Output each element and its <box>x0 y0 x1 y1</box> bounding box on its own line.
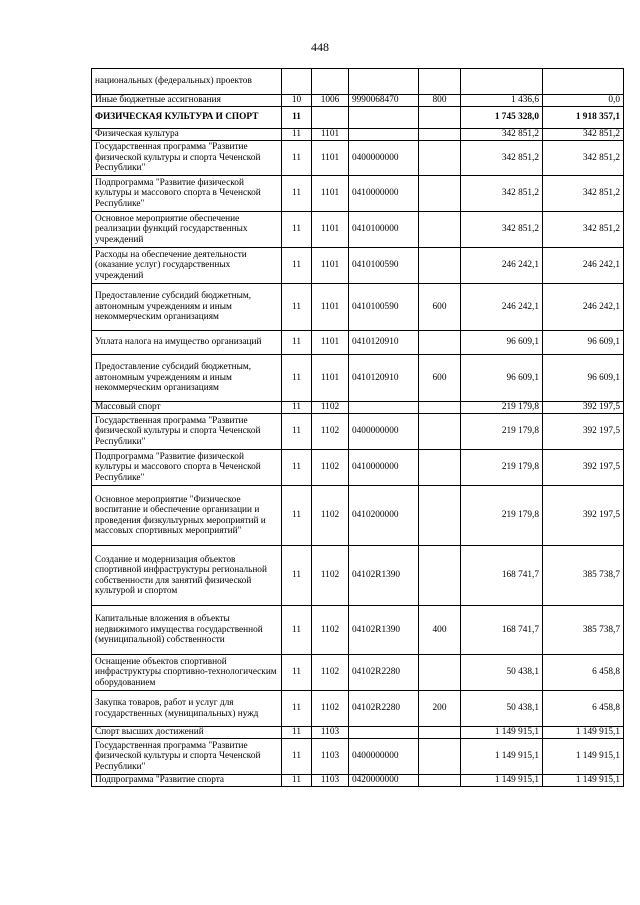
table-row <box>92 775 624 787</box>
cell-subsection: 1102 <box>312 691 349 727</box>
cell-name: Подпрограмма "Развитие физической культуры и массового спорта в Чеченской Республике" <box>92 176 282 212</box>
table-row <box>92 546 624 606</box>
cell-section: 11 <box>282 450 312 486</box>
table-row <box>92 248 624 284</box>
cell-target-item: 9990068470 <box>349 95 419 107</box>
cell-expense-type: 600 <box>419 284 461 331</box>
cell-amount-2 <box>543 69 624 95</box>
cell-target-item: 04102R2280 <box>349 655 419 691</box>
cell-amount-1: 246 242,1 <box>461 284 543 331</box>
cell-section: 11 <box>282 739 312 775</box>
cell-subsection: 1102 <box>312 414 349 450</box>
cell-expense-type: 600 <box>419 355 461 402</box>
cell-subsection: 1006 <box>312 95 349 107</box>
cell-subsection: 1101 <box>312 141 349 176</box>
cell-amount-1: 96 609,1 <box>461 331 543 355</box>
cell-target-item: 0400000000 <box>349 141 419 176</box>
table-row <box>92 414 624 450</box>
cell-name: Закупка товаров, работ и услуг для государственных (муниципальных) нужд <box>92 691 282 727</box>
cell-amount-1: 246 242,1 <box>461 248 543 284</box>
cell-subsection: 1102 <box>312 655 349 691</box>
cell-amount-1: 219 179,8 <box>461 402 543 414</box>
cell-expense-type <box>419 69 461 95</box>
cell-name: Государственная программа "Развитие физической культуры и спорта Чеченской Республики" <box>92 739 282 775</box>
cell-amount-2: 1 149 915,1 <box>543 739 624 775</box>
cell-expense-type <box>419 450 461 486</box>
table-row <box>92 355 624 402</box>
cell-subsection: 1101 <box>312 212 349 248</box>
budget-table-body <box>92 69 624 787</box>
table-row <box>92 95 624 107</box>
cell-name: Создание и модернизация объектов спортивной инфраструктуры региональной собственности для занятий физической культурой и спортом <box>92 546 282 606</box>
cell-amount-2: 392 197,5 <box>543 402 624 414</box>
cell-target-item: 0410000000 <box>349 176 419 212</box>
cell-amount-1: 342 851,2 <box>461 212 543 248</box>
cell-amount-1: 219 179,8 <box>461 486 543 546</box>
cell-subsection: 1102 <box>312 546 349 606</box>
cell-target-item: 0400000000 <box>349 739 419 775</box>
cell-amount-2: 96 609,1 <box>543 331 624 355</box>
cell-expense-type <box>419 212 461 248</box>
table-row <box>92 402 624 414</box>
cell-expense-type <box>419 775 461 787</box>
table-row <box>92 107 624 129</box>
cell-section: 11 <box>282 107 312 129</box>
cell-amount-1: 50 438,1 <box>461 691 543 727</box>
cell-name: Массовый спорт <box>92 402 282 414</box>
table-row <box>92 212 624 248</box>
cell-amount-2: 385 738,7 <box>543 606 624 655</box>
cell-name: Предоставление субсидий бюджетным, автономным учреждениям и иным некоммерческим организациям <box>92 284 282 331</box>
cell-section: 11 <box>282 775 312 787</box>
table-row <box>92 655 624 691</box>
table-row <box>92 69 624 95</box>
cell-section: 11 <box>282 546 312 606</box>
cell-subsection: 1101 <box>312 331 349 355</box>
cell-name: Иные бюджетные ассигнования <box>92 95 282 107</box>
cell-expense-type <box>419 331 461 355</box>
cell-target-item: 0400000000 <box>349 414 419 450</box>
cell-target-item: 0410000000 <box>349 450 419 486</box>
cell-expense-type <box>419 248 461 284</box>
cell-expense-type <box>419 655 461 691</box>
cell-amount-2: 6 458,8 <box>543 655 624 691</box>
cell-expense-type: 800 <box>419 95 461 107</box>
cell-amount-2: 6 458,8 <box>543 691 624 727</box>
cell-section: 11 <box>282 727 312 739</box>
cell-target-item: 0410100000 <box>349 212 419 248</box>
cell-target-item: 0410120910 <box>349 355 419 402</box>
cell-amount-1: 50 438,1 <box>461 655 543 691</box>
cell-name: Государственная программа "Развитие физической культуры и спорта Чеченской Республики" <box>92 414 282 450</box>
cell-target-item: 0410100590 <box>349 248 419 284</box>
cell-section: 11 <box>282 141 312 176</box>
cell-section: 11 <box>282 402 312 414</box>
cell-amount-2: 342 851,2 <box>543 176 624 212</box>
table-row <box>92 727 624 739</box>
cell-amount-1: 342 851,2 <box>461 176 543 212</box>
cell-subsection: 1103 <box>312 727 349 739</box>
cell-target-item: 0410100590 <box>349 284 419 331</box>
cell-section: 11 <box>282 331 312 355</box>
cell-subsection: 1102 <box>312 450 349 486</box>
budget-table <box>91 68 624 787</box>
cell-name: национальных (федеральных) проектов <box>92 69 282 95</box>
cell-section: 11 <box>282 655 312 691</box>
cell-target-item <box>349 107 419 129</box>
cell-name: Уплата налога на имущество организаций <box>92 331 282 355</box>
cell-expense-type <box>419 546 461 606</box>
cell-section: 11 <box>282 212 312 248</box>
cell-subsection <box>312 107 349 129</box>
table-row <box>92 129 624 141</box>
cell-name: Физическая культура <box>92 129 282 141</box>
table-row <box>92 331 624 355</box>
cell-name: Государственная программа "Развитие физической культуры и спорта Чеченской Республики" <box>92 141 282 176</box>
cell-subsection: 1102 <box>312 606 349 655</box>
cell-subsection: 1102 <box>312 486 349 546</box>
table-row <box>92 606 624 655</box>
cell-amount-2: 392 197,5 <box>543 450 624 486</box>
cell-target-item: 0410120910 <box>349 331 419 355</box>
cell-amount-1: 96 609,1 <box>461 355 543 402</box>
cell-expense-type <box>419 129 461 141</box>
cell-subsection <box>312 69 349 95</box>
cell-target-item: 0420000000 <box>349 775 419 787</box>
cell-amount-2: 392 197,5 <box>543 486 624 546</box>
cell-name: Капитальные вложения в объекты недвижимого имущества государственной (муниципальной) собственности <box>92 606 282 655</box>
cell-section: 11 <box>282 248 312 284</box>
cell-target-item <box>349 69 419 95</box>
cell-section: 11 <box>282 176 312 212</box>
cell-target-item <box>349 727 419 739</box>
cell-name: Спорт высших достижений <box>92 727 282 739</box>
table-row <box>92 284 624 331</box>
cell-section: 11 <box>282 486 312 546</box>
cell-name: Основное мероприятие "Физическое воспитание и обеспечение организации и проведения физкультурных мероприятий и массовых спортивных мероприятий" <box>92 486 282 546</box>
cell-amount-2: 0,0 <box>543 95 624 107</box>
cell-subsection: 1101 <box>312 176 349 212</box>
cell-expense-type <box>419 414 461 450</box>
cell-expense-type: 400 <box>419 606 461 655</box>
table-row <box>92 176 624 212</box>
cell-target-item: 04102R2280 <box>349 691 419 727</box>
cell-amount-2: 1 149 915,1 <box>543 727 624 739</box>
cell-subsection: 1101 <box>312 355 349 402</box>
cell-name: Расходы на обеспечение деятельности (оказание услуг) государственных учреждений <box>92 248 282 284</box>
cell-expense-type <box>419 727 461 739</box>
cell-name: Подпрограмма "Развитие физической культуры и массового спорта в Чеченской Республике" <box>92 450 282 486</box>
cell-subsection: 1101 <box>312 248 349 284</box>
cell-section: 11 <box>282 284 312 331</box>
cell-subsection: 1102 <box>312 402 349 414</box>
cell-subsection: 1101 <box>312 129 349 141</box>
cell-name: Основное мероприятие обеспечение реализации функций государственных учреждений <box>92 212 282 248</box>
table-row <box>92 450 624 486</box>
cell-target-item <box>349 402 419 414</box>
cell-section: 11 <box>282 691 312 727</box>
cell-name: Подпрограмма "Развитие спорта <box>92 775 282 787</box>
cell-expense-type: 200 <box>419 691 461 727</box>
cell-section: 11 <box>282 414 312 450</box>
cell-amount-2: 246 242,1 <box>543 248 624 284</box>
cell-amount-1: 219 179,8 <box>461 450 543 486</box>
cell-amount-2: 1 149 915,1 <box>543 775 624 787</box>
cell-amount-1: 168 741,7 <box>461 546 543 606</box>
cell-subsection: 1103 <box>312 739 349 775</box>
cell-subsection: 1101 <box>312 284 349 331</box>
cell-expense-type <box>419 107 461 129</box>
cell-amount-1: 1 436,6 <box>461 95 543 107</box>
cell-name: Предоставление субсидий бюджетным, автономным учреждениям и иным некоммерческим организациям <box>92 355 282 402</box>
cell-amount-1 <box>461 69 543 95</box>
cell-name: Оснащение объектов спортивной инфраструктуры спортивно-технологическим оборудованием <box>92 655 282 691</box>
cell-section: 11 <box>282 606 312 655</box>
cell-target-item: 04102R1390 <box>349 606 419 655</box>
cell-amount-2: 342 851,2 <box>543 141 624 176</box>
cell-amount-2: 342 851,2 <box>543 129 624 141</box>
cell-amount-1: 219 179,8 <box>461 414 543 450</box>
table-row <box>92 691 624 727</box>
table-row <box>92 141 624 176</box>
cell-amount-1: 1 745 328,0 <box>461 107 543 129</box>
cell-expense-type <box>419 402 461 414</box>
cell-amount-1: 342 851,2 <box>461 129 543 141</box>
cell-name: ФИЗИЧЕСКАЯ КУЛЬТУРА И СПОРТ <box>92 107 282 129</box>
cell-expense-type <box>419 176 461 212</box>
cell-expense-type <box>419 739 461 775</box>
cell-amount-2: 392 197,5 <box>543 414 624 450</box>
cell-target-item: 0410200000 <box>349 486 419 546</box>
cell-target-item <box>349 129 419 141</box>
cell-amount-1: 168 741,7 <box>461 606 543 655</box>
cell-amount-2: 246 242,1 <box>543 284 624 331</box>
cell-amount-2: 342 851,2 <box>543 212 624 248</box>
cell-amount-2: 385 738,7 <box>543 546 624 606</box>
cell-amount-2: 96 609,1 <box>543 355 624 402</box>
cell-amount-1: 1 149 915,1 <box>461 727 543 739</box>
table-row <box>92 739 624 775</box>
cell-amount-2: 1 918 357,1 <box>543 107 624 129</box>
cell-subsection: 1103 <box>312 775 349 787</box>
table-row <box>92 486 624 546</box>
cell-section: 10 <box>282 95 312 107</box>
cell-amount-1: 1 149 915,1 <box>461 739 543 775</box>
cell-section: 11 <box>282 355 312 402</box>
cell-expense-type <box>419 486 461 546</box>
cell-amount-1: 342 851,2 <box>461 141 543 176</box>
cell-target-item: 04102R1390 <box>349 546 419 606</box>
cell-section: 11 <box>282 129 312 141</box>
cell-expense-type <box>419 141 461 176</box>
page-number: 448 <box>311 40 329 54</box>
cell-section <box>282 69 312 95</box>
cell-amount-1: 1 149 915,1 <box>461 775 543 787</box>
